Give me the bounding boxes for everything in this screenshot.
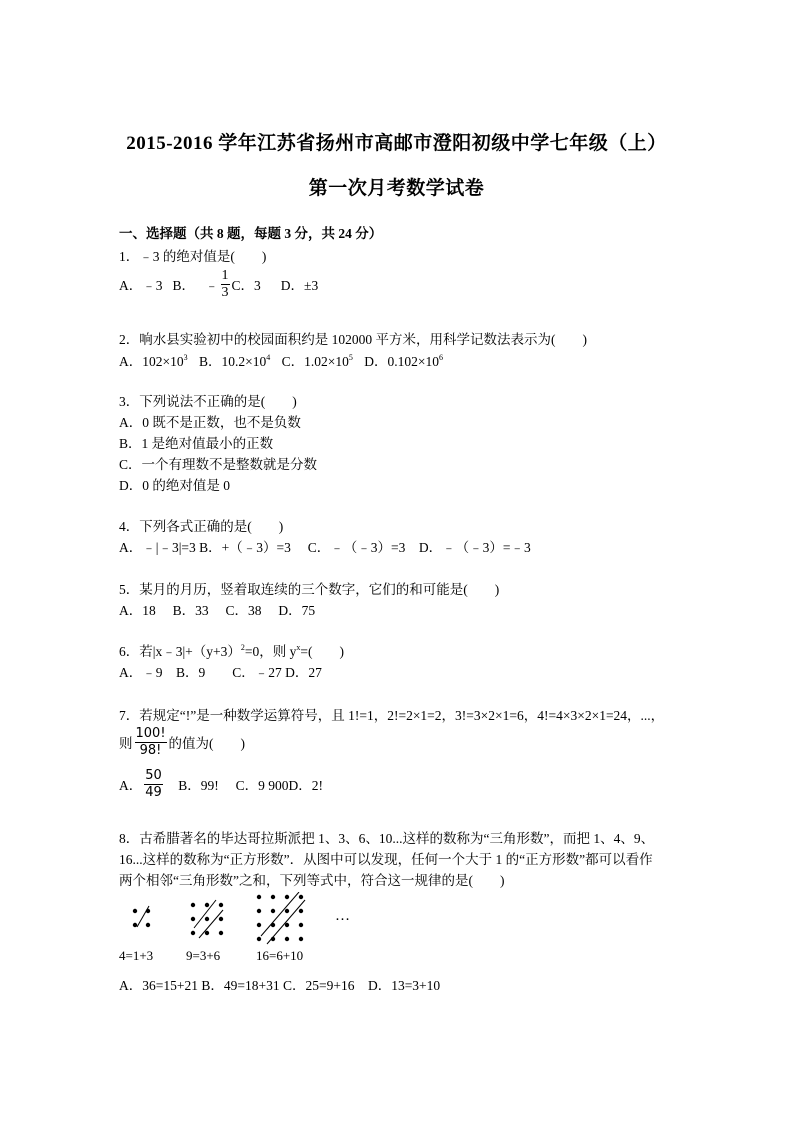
q8-line-2: 16...这样的数称为“正方形数”．从图中可以发现，任何一个大于 1 的“正方形数”都可以看作: [119, 852, 653, 867]
q1-option-a: A．﹣3: [119, 278, 163, 293]
q7-fraction: $\frac{100!}{98!}$: [135, 725, 166, 758]
q8-options: A．36=15+21 B．49=18+31 C．25=9+16 D．13=3+10: [119, 978, 441, 993]
q1-b-numerator: 1: [221, 267, 229, 283]
q7-option-a-fraction: $\frac{50}{49}$: [145, 767, 162, 800]
figure-2x2: [133, 906, 150, 927]
q1-option-b-label: B．: [172, 278, 196, 293]
figure-3x3: [191, 900, 223, 938]
q1-b-denominator: 3: [221, 284, 229, 300]
q2-option-d: D．$0.102\times 10^6$: [364, 353, 443, 369]
q3-option-a: A．0 既不是正数，也不是负数: [119, 415, 301, 430]
q7-expression: 则 $\frac{100!}{98!}$ 的值为( ): [119, 725, 246, 758]
q6-stem: 6．若$|x﹣3|+(y+3)^2=0$，则 $y^x=$( ): [119, 643, 344, 659]
q1-option-b-sign: ﹣: [205, 278, 219, 293]
q5-stem: 5．某月的月历，竖着取连续的三个数字，它们的和可能是( ): [119, 582, 500, 597]
q2-option-c: C．$1.02\times 10^5$: [281, 353, 353, 369]
q4-stem: 4．下列各式正确的是( ): [119, 519, 284, 534]
q5-options: A．18 B．33 C．38 D．75: [119, 603, 316, 618]
fig-ellipsis: …: [335, 908, 350, 924]
dot-pattern-figure: [119, 892, 379, 964]
q7-options: [119, 766, 323, 802]
q3-option-d: D．0 的绝对值是 0: [119, 478, 230, 493]
q6-options: A．﹣9 B．9 C．﹣27 D．27: [119, 665, 322, 680]
q7-stem: 7．若规定“!”是一种数学运算符号，且 1!=1，2!=2×1=2，3!=3×2×1=6，4!=4×3×2×1=24，...，: [119, 708, 665, 723]
q3-option-c: C．一个有理数不是整数就是分数: [119, 457, 318, 472]
q3-option-b: B．1 是绝对值最小的正数: [119, 436, 274, 451]
section-heading: 一、选择题（共 8 题，每题 3 分，共 24 分）: [119, 226, 383, 241]
fig-caption-1: 4=1+3: [119, 948, 154, 963]
dot-figures: [119, 892, 379, 964]
q2-option-a: A．$102\times 10^3$: [119, 353, 188, 369]
q1-stem: 1．﹣3 的绝对值是( ): [119, 249, 267, 264]
q3-stem: 3．下列说法不正确的是( ): [119, 394, 297, 409]
q1-option-d: D．±3: [280, 278, 319, 293]
q4-options: A．﹣|﹣3|=3 B．+（﹣3）=3 C．﹣（﹣3）=3 D．﹣（﹣3）=﹣3: [119, 540, 531, 555]
fig-caption-3: 16=6+10: [256, 948, 304, 963]
q2-options: [119, 350, 443, 370]
q2-stem: 2．响水县实验初中的校园面积约是 102000 平方米，用科学记数法表示为( ): [119, 332, 587, 347]
figure-4x4: [257, 892, 305, 944]
title-line-1: 2015-2016 学年江苏省扬州市高邮市澄阳初级中学七年级（上）: [126, 133, 667, 154]
q1-option-c: C．3: [231, 278, 261, 293]
q7-option-a-label: A．: [119, 778, 143, 793]
q1-option-b-fraction: [221, 268, 230, 301]
q1-options: [119, 266, 318, 302]
q2-option-b: B．$10.2\times 10^4$: [199, 353, 271, 369]
fig-caption-2: 9=3+6: [186, 948, 221, 963]
q8-line-3: 两个相邻“三角形数”之和，下列等式中，符合这一规律的是( ): [119, 873, 505, 888]
q8-line-1: 8．古希腊著名的毕达哥拉斯派把 1、3、6、10...这样的数称为“三角形数”，而把 1、4、9、: [119, 831, 655, 846]
title-line-2: 第一次月考数学试卷: [308, 178, 485, 199]
q7-option-rest: B．99! C．9 900D．2!: [164, 778, 324, 793]
